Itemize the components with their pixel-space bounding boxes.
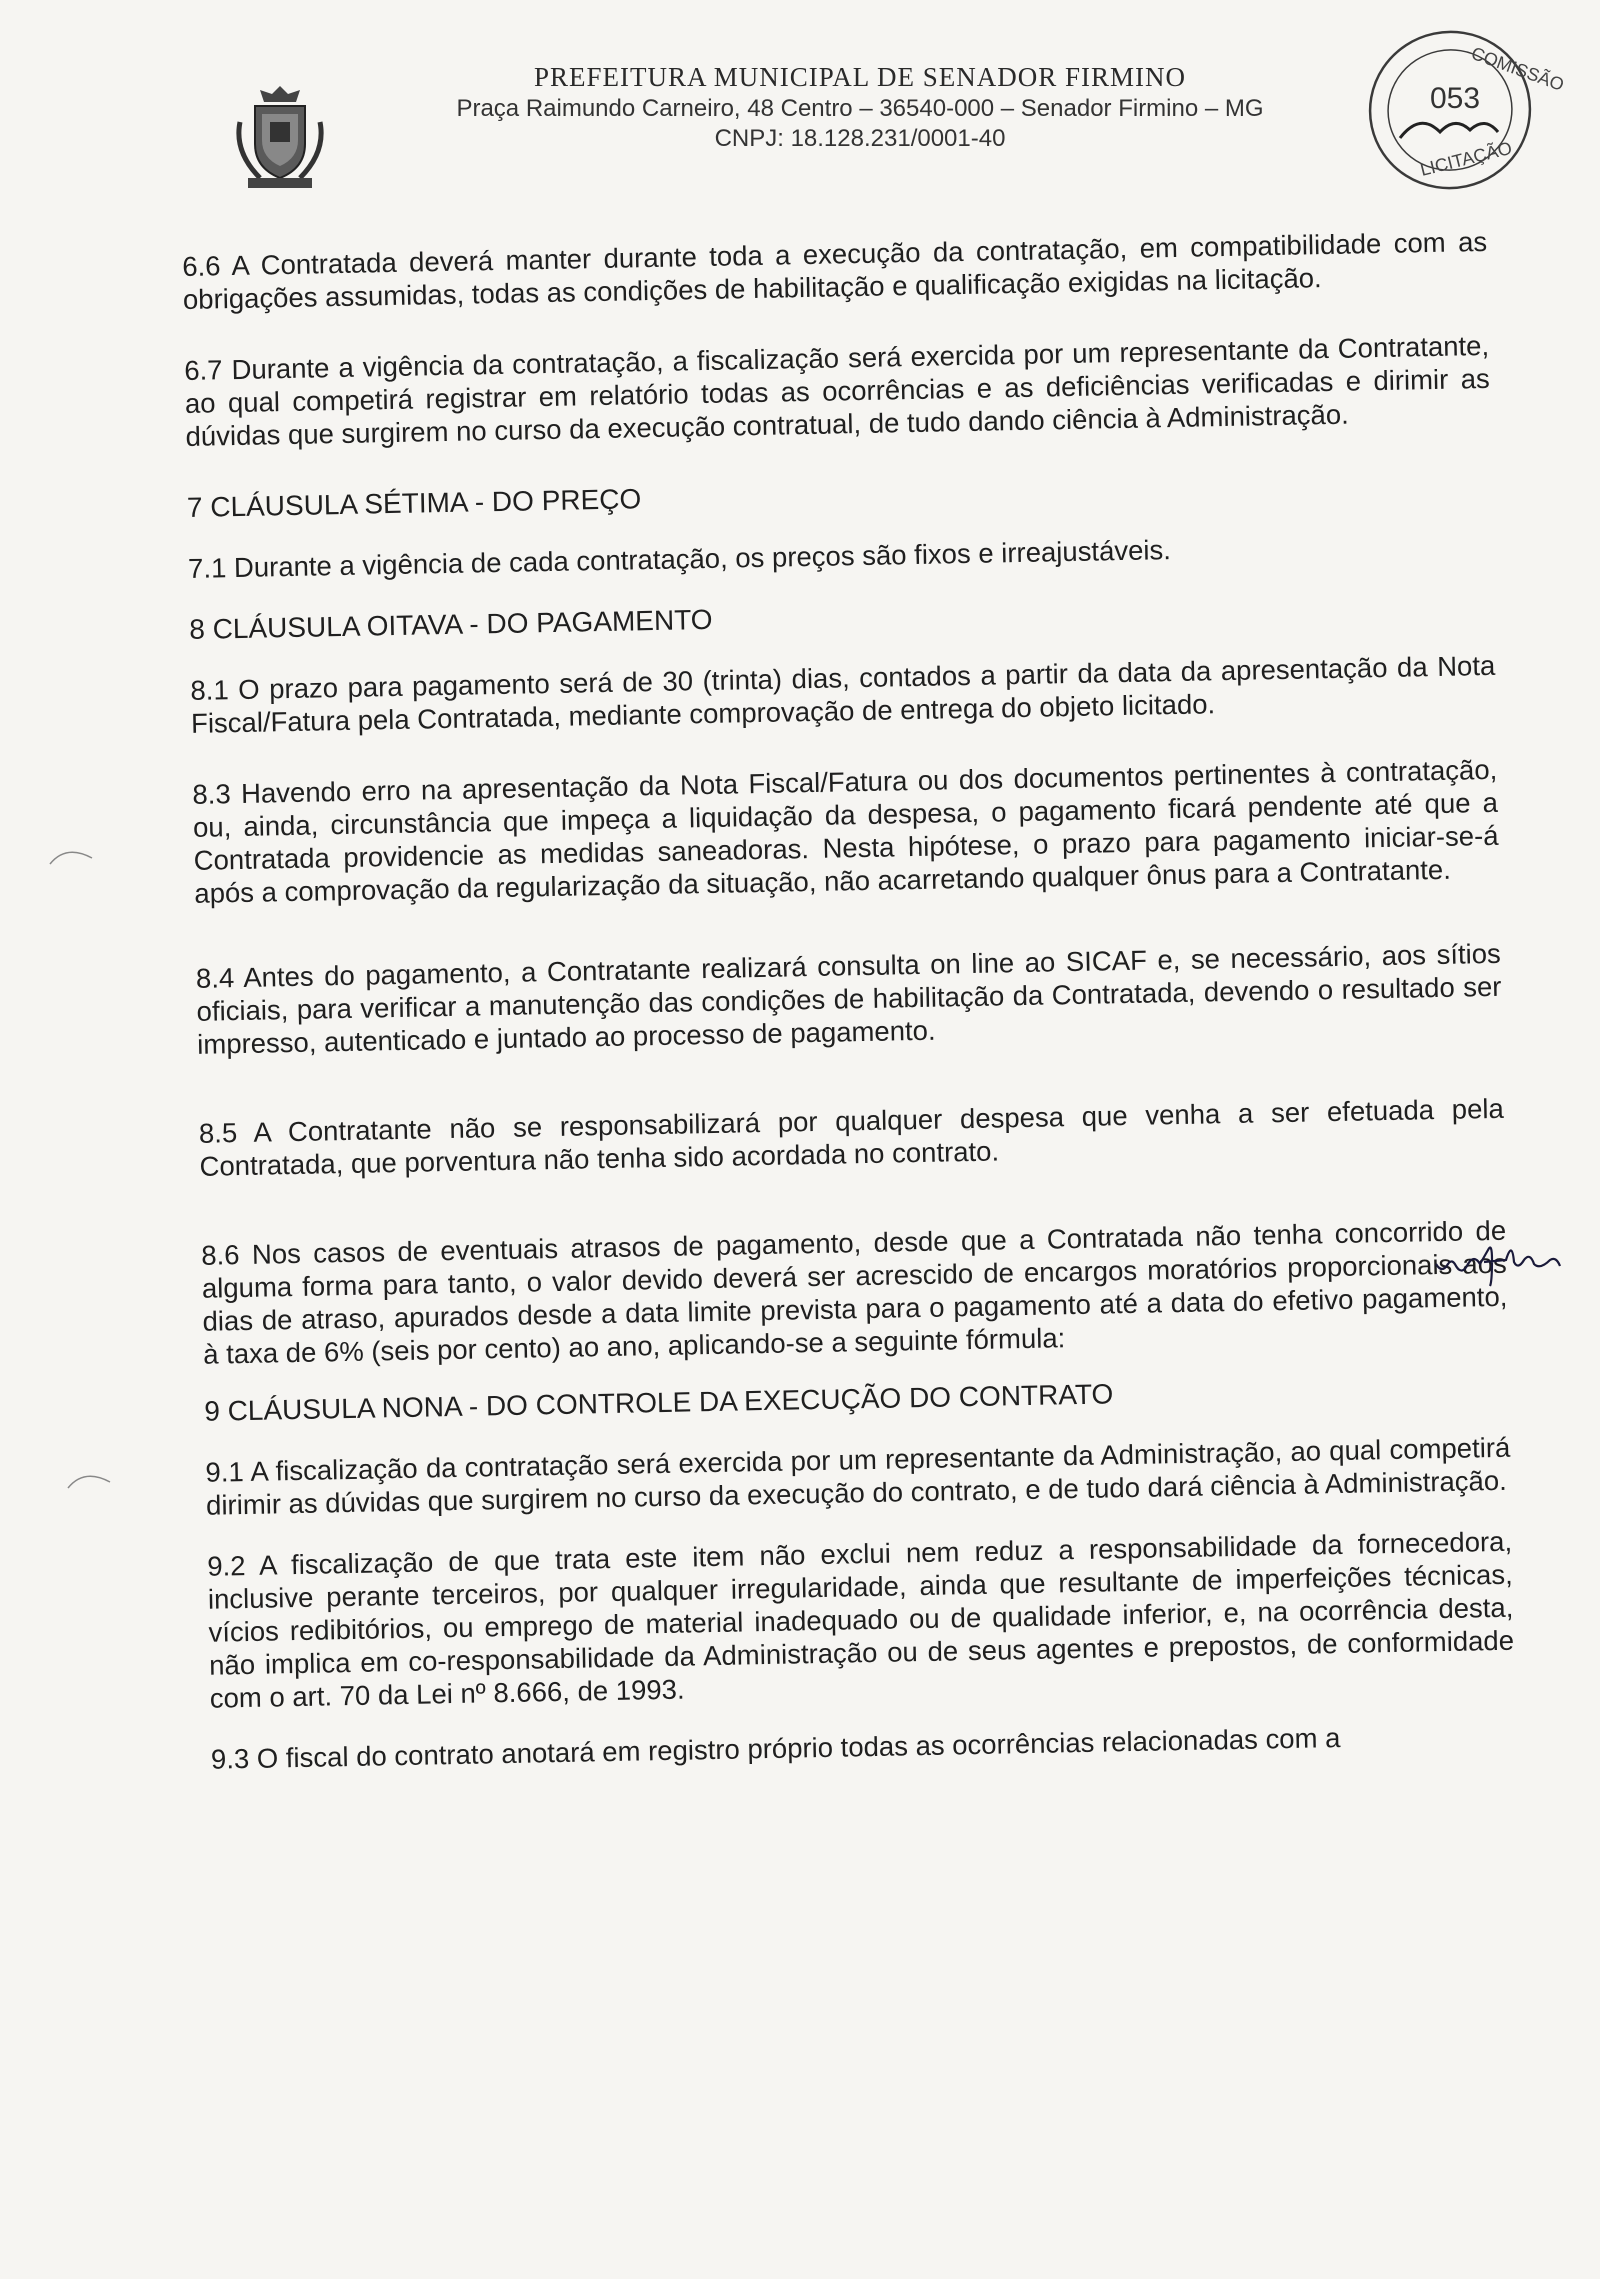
- clause-9-1: 9.1 A fiscalização da contratação será exercida por um representante da Administração, ao qual competirá dirimir as dúvidas que surgirem no curso da execução do contrato, e de tudo dará ciência à Administração.: [205, 1431, 1511, 1521]
- commission-stamp: [1330, 20, 1567, 200]
- letterhead: [230, 60, 1350, 180]
- heading-clause-8: 8 CLÁUSULA OITAVA - DO PAGAMENTO: [188, 603, 713, 645]
- scan-mark: [46, 840, 96, 870]
- scan-mark: [64, 1464, 114, 1494]
- clause-8-6: 8.6 Nos casos de eventuais atrasos de pagamento, desde que a Contratada não tenha concorrido de alguma forma para tanto, o valor devido deverá ser acrescido de encargos moratórios proporcionais aos dias de atraso, apurados desde a data limite prevista para o pagamento até a data do efetivo pagamento, à taxa de 6% (seis por cento) ao ano, aplicando-se a seguinte fórmula:: [201, 1214, 1508, 1370]
- municipality-name: PREFEITURA MUNICIPAL DE SENADOR FIRMINO: [533, 62, 1187, 92]
- clause-7-1: 7.1 Durante a vigência de cada contratação, os preços são fixos e irreajustáveis.: [187, 534, 1172, 584]
- heading-clause-9: 9 CLÁUSULA NONA - DO CONTROLE DA EXECUÇÃO DO CONTRATO: [204, 1378, 1114, 1427]
- stamp-top-text: COMISSÃO: [1468, 42, 1567, 95]
- clause-9-3: 9.3 O fiscal do contrato anotará em registro próprio todas as ocorrências relacionadas com a: [210, 1722, 1341, 1775]
- heading-clause-7: 7 CLÁUSULA SÉTIMA - DO PREÇO: [186, 483, 642, 523]
- handwritten-signature: [1432, 1230, 1572, 1290]
- clause-8-5: 8.5 A Contratante não se responsabilizará por qualquer despesa que venha a ser efetuada pela Contratada, que porventura não tenha sido acordada no contrato.: [198, 1092, 1505, 1182]
- stamp-number: 053: [1430, 82, 1481, 115]
- clause-8-1: 8.1 O prazo para pagamento será de 30 (trinta) dias, contados a partir da data da apresentação da Nota Fiscal/Fatura pela Contratada, mediante comprovação de entrega do objeto licitado.: [190, 649, 1496, 739]
- municipality-cnpj: CNPJ: 18.128.231/0001-40: [714, 125, 1006, 152]
- document-body: [182, 225, 1517, 1814]
- clause-6-6: 6.6 A Contratada deverá manter durante toda a execução da contratação, em compatibilidade com as obrigações assumidas, todas as condições de habilitação e qualificação exigidas na licitação.: [182, 225, 1488, 315]
- stamp-bottom-text: LICITAÇÃO: [1418, 137, 1514, 180]
- coat-of-arms-icon: [230, 82, 330, 192]
- clause-8-3: 8.3 Havendo erro na apresentação da Nota Fiscal/Fatura ou dos documentos pertinentes à contratação, ou, ainda, circunstância que impeça a liquidação da despesa, o pagamento ficará pendente até que a Contratada providencie as medidas saneadoras. Nesta hipótese, o prazo para pagamento iniciar-se-á após a comprovação da regularização da situação, não acarretando qualquer ônus para a Contratante.: [192, 753, 1499, 909]
- municipality-address: Praça Raimundo Carneiro, 48 Centro – 36540-000 – Senador Firmino – MG: [456, 95, 1264, 122]
- clause-9-2: 9.2 A fiscalização de que trata este item não exclui nem reduz a responsabilidade da fornecedora, inclusive perante terceiros, por qualquer irregularidade, ainda que resultante de imperfeições técnicas, vícios redibitórios, ou emprego de material inadequado ou de qualidade inferior, e, na ocorrência desta, não implica em co-responsabilidade da Administração ou de seus agentes e prepostos, de conformidade com o art. 70 da Lei nº 8.666, de 1993.: [206, 1525, 1515, 1714]
- letterhead-text: [370, 60, 1350, 153]
- clause-8-4: 8.4 Antes do pagamento, a Contratante realizará consulta on line ao SICAF e, se necessário, aos sítios oficiais, para verificar a manutenção das condições de habilitação da Contratada, devendo o resultado ser impresso, autenticado e juntado ao processo de pagamento.: [195, 937, 1502, 1060]
- clause-6-7: 6.7 Durante a vigência da contratação, a fiscalização será exercida por um representante da Contratante, ao qual competirá registrar em relatório todas as ocorrências e as deficiências verificadas e dirimir as dúvidas que surgirem no curso da execução contratual, de tudo dando ciência à Administração.: [184, 329, 1491, 452]
